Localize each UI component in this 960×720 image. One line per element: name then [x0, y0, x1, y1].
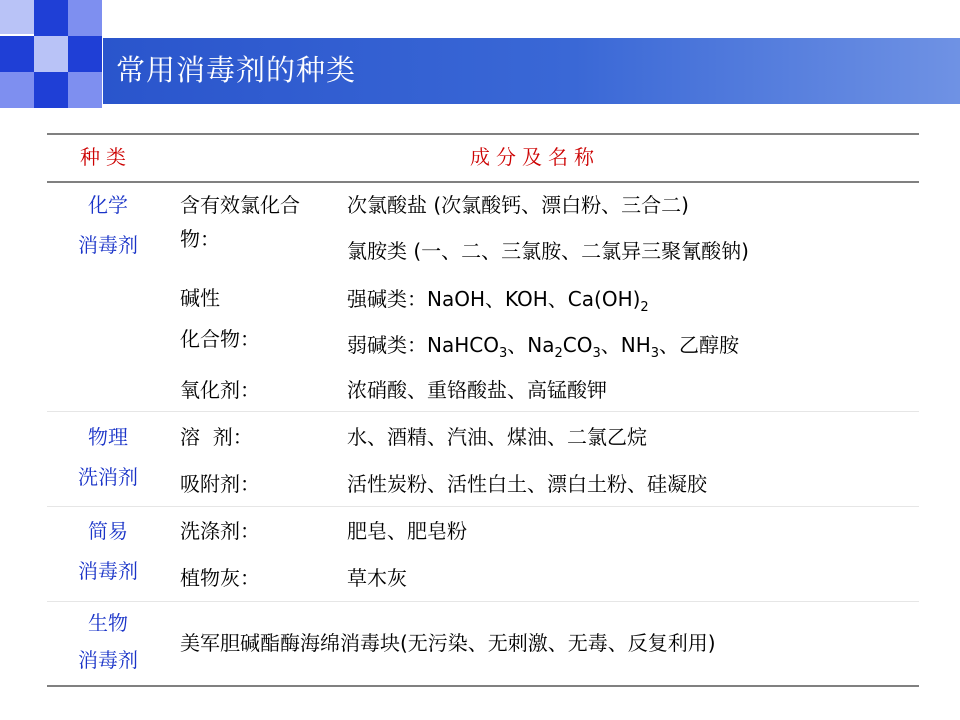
category-chemical-line1: 化学 [88, 193, 128, 217]
subtype-chlorine-line2: 物： [180, 227, 220, 251]
strong-alkali-items [347, 286, 649, 315]
row-divider [47, 601, 919, 602]
decor-square [0, 72, 34, 108]
table-bottom-rule [47, 685, 919, 687]
subtype-adsorbent: 吸附剂： [180, 472, 260, 496]
weak-alkali-text: 弱碱类：NaHCO [347, 333, 499, 357]
biological-items: 美军胆碱酯酶海绵消毒块(无污染、无刺激、无毒、反复利用) [180, 631, 716, 655]
subscript: 3 [592, 346, 601, 361]
category-physical-line2: 洗消剂 [78, 465, 138, 489]
subscript: 3 [650, 346, 660, 361]
decor-square [34, 36, 68, 72]
category-chemical-line2: 消毒剂 [78, 233, 138, 257]
adsorbent-items: 活性炭粉、活性白土、漂白土粉、硅凝胶 [347, 472, 707, 496]
weak-alkali-text: CO [562, 333, 593, 357]
decor-square [68, 72, 102, 108]
plant-ash-items: 草木灰 [347, 566, 407, 590]
subtype-alkali-line1: 碱性 [180, 286, 220, 310]
subtype-plant-ash: 植物灰： [180, 566, 260, 590]
weak-alkali-text: 、Na [507, 333, 555, 357]
weak-alkali-text: 、NH [600, 333, 651, 357]
header-components: 成分及名称 [470, 145, 600, 169]
page-title: 常用消毒剂的种类 [116, 53, 357, 87]
table-top-rule [47, 133, 919, 135]
decor-square [0, 36, 34, 72]
row-divider [47, 411, 919, 412]
subtype-solvent: 溶 剂： [180, 425, 253, 449]
row-divider [47, 506, 919, 507]
subtype-alkali-line2: 化合物： [180, 327, 260, 351]
category-physical-line1: 物理 [88, 425, 128, 449]
subtype-detergent: 洗涤剂： [180, 519, 260, 543]
subtype-oxidant: 氧化剂： [180, 378, 260, 402]
decor-square [34, 72, 68, 108]
category-simple-line1: 简易 [88, 519, 128, 543]
decor-square [0, 0, 34, 34]
oxidant-items: 浓硝酸、重铬酸盐、高锰酸钾 [347, 378, 607, 402]
weak-alkali-text: 、乙醇胺 [659, 333, 740, 357]
subscript: 2 [640, 300, 649, 315]
header-category: 种类 [80, 145, 132, 169]
detergent-items: 肥皂、肥皂粉 [347, 519, 467, 543]
decor-square [68, 36, 102, 72]
chlorine-item-hypochlorite: 次氯酸盐 (次氯酸钙、漂白粉、三合二) [347, 193, 689, 217]
strong-alkali-text: 强碱类：NaOH、KOH、Ca(OH) [347, 287, 641, 311]
category-biological-line1: 生物 [88, 611, 128, 635]
category-biological-line2: 消毒剂 [78, 648, 138, 672]
subtype-chlorine-line1: 含有效氯化合 [180, 193, 300, 217]
decor-square [34, 0, 68, 36]
weak-alkali-items [347, 332, 740, 361]
solvent-items: 水、酒精、汽油、煤油、二氯乙烷 [347, 425, 647, 449]
subscript: 2 [554, 346, 563, 361]
decor-square [68, 0, 102, 36]
category-simple-line2: 消毒剂 [78, 559, 138, 583]
chlorine-item-chloramine: 氯胺类 (一、二、三氯胺、二氯异三聚氰酸钠) [347, 239, 749, 263]
subscript: 3 [498, 346, 508, 361]
table-header-rule [47, 181, 919, 183]
